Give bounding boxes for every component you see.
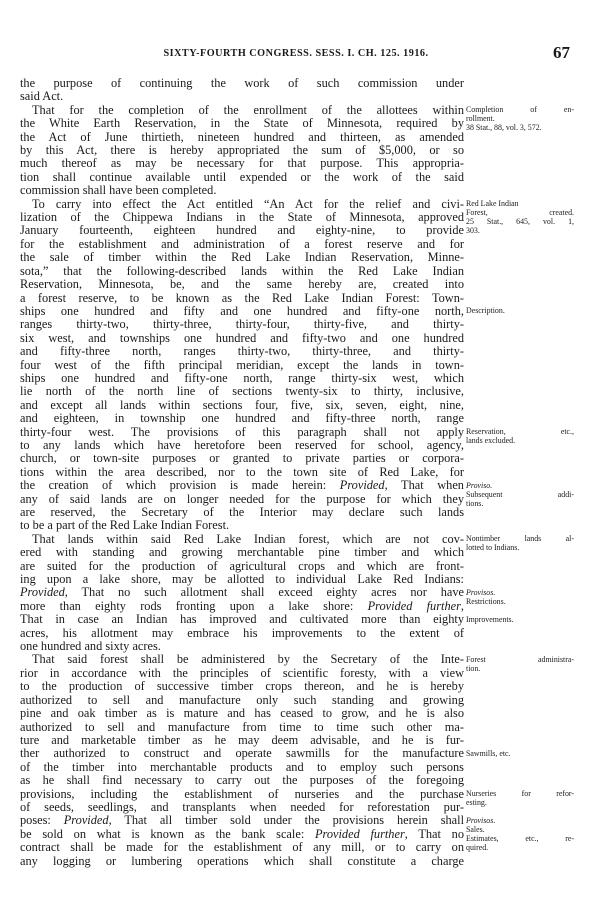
text-line: are suited for the production of agricultural crops and which are front-: [20, 559, 464, 573]
text-line: four west of the fifth principal meridian, except the lands in town-: [20, 358, 464, 372]
text-line: contract shall be made for the establishment of any mill, or to carry on: [20, 841, 464, 855]
marginal-note: [466, 749, 574, 758]
page-header: [22, 43, 570, 68]
marginal-note-line: [466, 588, 574, 597]
marginal-note: [466, 427, 574, 445]
text-run: more than eighty rods fronting upon a lake shore:: [20, 599, 368, 613]
text-line: rior in accordance with the principles of scientific foresty, with a view: [20, 666, 464, 680]
text-line: [20, 828, 464, 841]
text-line: ing upon a lake shore, may be allotted to individual Lake Red Indians:: [20, 573, 464, 587]
italic-text: Provided further: [314, 827, 405, 841]
text-line: ther authorized to construct and operate sawmills for the manufacture: [20, 747, 464, 761]
text-line: to any lands which have heretofore been reserved for school, agency,: [20, 438, 464, 452]
text-line: and eighteen, in township one hundred and fifty-three north, range: [20, 412, 464, 426]
text-line: [20, 814, 464, 827]
italic-text: Provided further: [367, 599, 461, 613]
text-line: are reserved, the Secretary of the Interior may declare such lands: [20, 506, 464, 519]
marginal-note: [466, 105, 574, 132]
italic-text: Provided: [339, 479, 385, 493]
marginal-note-line: Completion of en-: [466, 104, 574, 114]
text-line: much thereof as may be necessary for that purpose. This appropria-: [20, 157, 464, 171]
text-line: as he shall find necessary to carry out the purposes of the foregoing: [20, 774, 464, 788]
marginal-note: [466, 199, 574, 235]
text-run: , That no such allotment shall exceed eighty acres nor have: [64, 586, 464, 600]
text-line: any of said lands are on longer needed for the purpose for which they: [20, 492, 464, 506]
text-line: provisions, including the establishment of nurseries and the purchase: [20, 787, 464, 801]
text-run: be sold on what is known as the bank scale:: [20, 827, 315, 841]
running-head: SIXTY-FOURTH CONGRESS. SESS. I. CH. 125. 1916.: [163, 48, 429, 59]
marginal-note-line: 38 Stat., 88, vol. 3, 572.: [466, 122, 542, 132]
text-line: authorized to sell and manufacture from time to time such other ma-: [20, 720, 464, 734]
text-line: a forest reserve, to be known as the Red Lake Indian Forest: Town-: [20, 291, 464, 305]
text-line: to be a part of the Red Lake Indian Forest.: [20, 519, 230, 533]
text-line: sota,” that the following-described lands within the Red Lake Indian: [20, 264, 464, 278]
marginal-note-line: lotted to Indians.: [466, 543, 520, 553]
text-line: to the production of successive timber crops thereon, and he is hereby: [20, 680, 464, 694]
marginal-note: [466, 615, 574, 624]
text-line: That in case an Indian has improved and cultivated more than eighty: [20, 613, 464, 627]
text-line: for the establishment and administration of a forest reserve and for: [20, 237, 464, 251]
text-line: January fourteenth, eighteen hundred and eighty-nine, to provide: [20, 224, 464, 238]
text-line: ture and marketable timber as he may deem advisable, and he is fur-: [20, 733, 464, 747]
marginal-note-line: Restrictions.: [466, 596, 506, 606]
text-line: and except all lands within sections four, five, six, seven, eight, nine,: [20, 398, 464, 412]
marginal-note-line: Red Lake Indian: [466, 198, 519, 208]
italic-text: Proviso.: [466, 480, 493, 490]
text-run: , That no: [404, 827, 464, 841]
text-run: ,: [460, 599, 464, 613]
marginal-note: [466, 816, 574, 852]
text-line: That said forest shall be administered by the Secretary of the Inte-: [32, 653, 464, 667]
text-line: [20, 479, 464, 492]
text-line: [20, 600, 464, 613]
marginal-note-line: Sales.: [466, 825, 485, 835]
marginal-note-line: Forest administra-: [466, 655, 574, 665]
text-line: any logging or lumbering operations which shall constitute a charge: [20, 854, 464, 868]
text-run: , That all timber sold under the provisions herein shall: [108, 814, 464, 828]
marginal-note: [466, 789, 574, 807]
marginal-note: [466, 534, 574, 552]
marginal-note-line: Improvements.: [466, 614, 514, 624]
marginal-note-line: Subsequent addi-: [466, 489, 574, 499]
text-line: of the timber into merchantable products and to employ such persons: [20, 760, 464, 774]
text-line: tion shall continue available until expended or the work of the said: [20, 170, 464, 184]
text-line: ships one hundred and fifty-one north, range thirty-six west, which: [20, 371, 464, 385]
text-line: tions within the area described, nor to the town site of Red Lake, for: [20, 465, 464, 479]
text-line: one hundred and sixty acres.: [20, 640, 161, 654]
text-line: pine and oak timber as is mature and has ceased to grow, and he is also: [20, 707, 464, 721]
italic-text: Provided: [63, 814, 109, 828]
text-line: the Act of June thirtieth, nineteen hundred and thirteen, as amended: [20, 130, 464, 144]
marginal-note-line: rollment.: [466, 113, 495, 123]
marginal-note-line: 303.: [466, 225, 480, 235]
text-line: the sale of timber within the Red Lake Indian Reservation, Minne-: [20, 251, 464, 265]
text-line: acres, his allotment may embrace his improvements to the extent of: [20, 626, 464, 640]
page-number: 67: [553, 43, 570, 62]
text-line: six west, and townships one hundred and fifty-two and one hundred: [20, 331, 464, 345]
italic-text: Provided: [20, 586, 65, 600]
italic-text: Provisos.: [466, 587, 496, 597]
text-line: said Act.: [20, 90, 64, 104]
text-line: commission shall have been completed.: [20, 184, 217, 198]
text-line: the purpose of continuing the work of such commission under: [20, 77, 464, 90]
marginal-note: [466, 481, 574, 508]
text-line: [20, 586, 464, 599]
text-line: by this Act, there is hereby appropriated the sum of $5,000, or so: [20, 144, 464, 158]
text-line: Reservation, Minnesota, be, and the same hereby are, created into: [20, 278, 464, 292]
marginal-note-line: Forest, created.: [466, 207, 574, 217]
text-run: , That when: [384, 479, 464, 493]
marginal-note-line: Nontimber lands al-: [466, 534, 574, 544]
marginal-note-line: tions.: [466, 498, 484, 508]
text-line: That for the completion of the enrollment of the allottees within: [32, 103, 464, 117]
marginal-note: [466, 655, 574, 673]
text-line: ranges thirty-two, thirty-three, thirty-four, thirty-five, and thirty-: [20, 318, 464, 332]
text-line: church, or town-site purposes or granted to private parties or corpora-: [20, 452, 464, 466]
marginal-note-line: Sawmills, etc.: [466, 749, 511, 758]
text-line: lie north of the north line of sections twenty-six to thirty, inclusive,: [20, 385, 464, 399]
text-line: ered with standing and growing merchantable pine timber and which: [20, 546, 464, 560]
text-line: the White Earth Reservation, in the State of Minnesota, required by: [20, 117, 464, 131]
text-line: and fifty-three north, ranges thirty-two, thirty-three, and thirty-: [20, 345, 464, 359]
marginal-note-line: Nurseries for refor-: [466, 789, 574, 799]
text-line: authorized to sell and manufacture only such standing and growing: [20, 693, 464, 707]
marginal-note-line: esting.: [466, 798, 487, 808]
text-line: To carry into effect the Act entitled “An Act for the relief and civi-: [32, 197, 464, 211]
italic-text: Provisos.: [466, 816, 496, 826]
text-line: That lands within said Red Lake Indian forest, which are not cov-: [32, 532, 464, 546]
text-line: ships one hundred and fifty and one hundred and fifty-one north,: [20, 304, 464, 318]
marginal-note-line: [466, 816, 574, 825]
marginal-note-line: lands excluded.: [466, 435, 516, 445]
text-run: the creation of which provision is made herein:: [20, 479, 340, 493]
marginal-note-line: Description.: [466, 306, 505, 316]
text-run: poses:: [20, 814, 64, 828]
marginal-note-line: [466, 481, 574, 490]
marginal-note: [466, 306, 574, 315]
marginal-note-line: quired.: [466, 843, 489, 853]
text-line: of seeds, seedlings, and transplants when needed for reforestation pur-: [20, 800, 464, 814]
marginal-note-line: Reservation, etc.,: [466, 426, 574, 436]
marginal-note-line: 25 Stat., 645, vol. 1,: [466, 216, 574, 226]
marginal-note-line: Estimates, etc., re-: [466, 834, 574, 844]
marginal-note: [466, 588, 574, 606]
text-line: thirty-four west. The provisions of this paragraph shall not apply: [20, 425, 464, 439]
statute-text: [20, 77, 464, 868]
text-line: lization of the Chippewa Indians in the State of Minnesota, approved: [20, 211, 464, 225]
marginal-note-line: tion.: [466, 664, 481, 674]
